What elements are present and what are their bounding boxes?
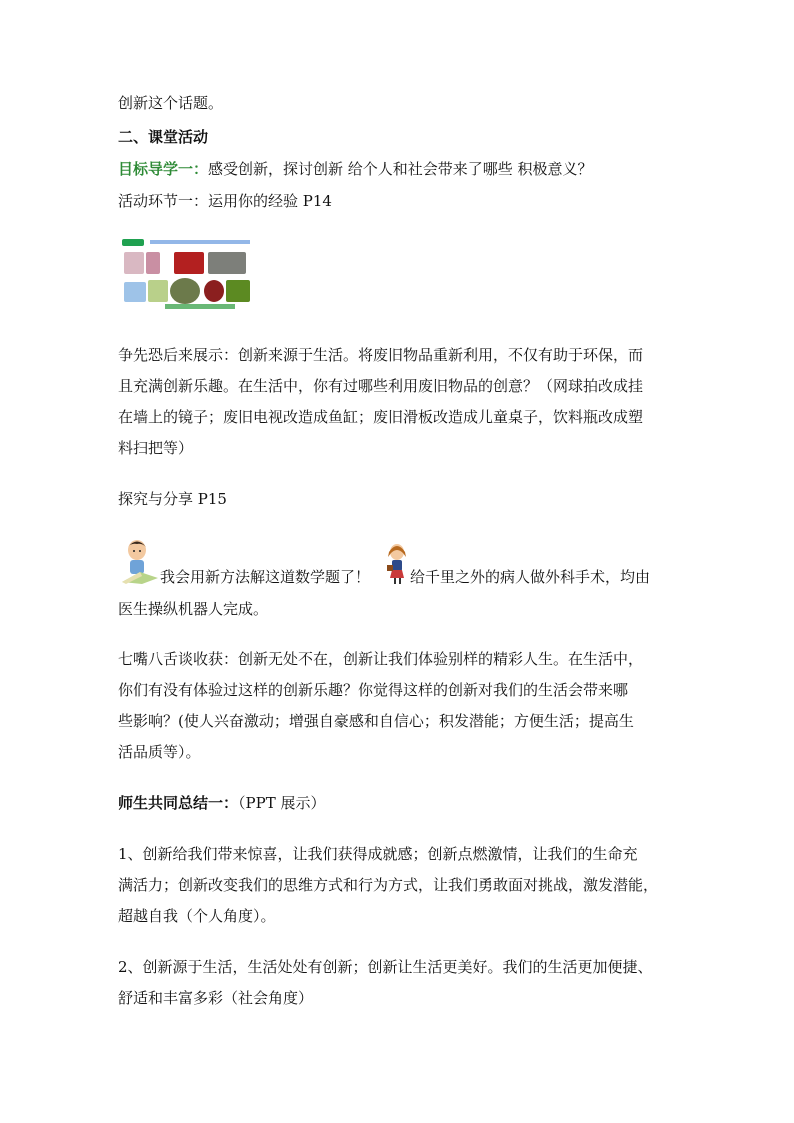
text-line: 料扫把等） <box>118 439 194 457</box>
text-line: 创新这个话题。 <box>118 94 224 112</box>
summary-note: （PPT 展示） <box>238 794 326 812</box>
text-line: 舒适和丰富多彩（社会角度） <box>118 989 314 1007</box>
photo-thumbnail <box>208 252 246 274</box>
image-badge <box>122 239 144 246</box>
photo-thumbnail <box>174 252 204 274</box>
goal-line <box>118 158 593 180</box>
text-line: 医生操纵机器人完成。 <box>118 600 269 618</box>
section-heading: 二、课堂活动 <box>118 128 209 146</box>
photo-thumbnail <box>124 252 144 274</box>
text-line: 活品质等）。 <box>118 743 201 761</box>
photo-thumbnail <box>148 280 168 302</box>
photo-thumbnail <box>146 252 160 274</box>
text-line: 争先恐后来展示：创新来源于生活。将废旧物品重新利用，不仅有助于环保，而 <box>118 346 644 364</box>
goal-text: 感受创新，探讨创新 给个人和社会带来了哪些 积极意义？ <box>208 160 593 178</box>
activity-line: 活动环节一：运用你的经验 P14 <box>118 192 332 210</box>
text-line: 在墙上的镜子；废旧电视改造成鱼缸；废旧滑板改造成儿童桌子，饮料瓶改成塑 <box>118 408 644 426</box>
text-line: 超越自我（个人角度）。 <box>118 907 276 925</box>
text-line: 1、创新给我们带来惊喜，让我们获得成就感；创新点燃激情，让我们的生命充 <box>118 845 638 863</box>
text-line: 探究与分享 P15 <box>118 490 227 508</box>
text-line: 些影响？(使人兴奋激动；增强自豪感和自信心；积发潜能；方便生活；提高生 <box>118 712 634 730</box>
image-header <box>120 238 254 248</box>
girl-student-icon <box>384 543 410 585</box>
text-line: 且充满创新乐趣。在生活中，你有过哪些利用废旧物品的创意？（网球拍改成挂 <box>118 377 644 395</box>
image-footer-bar <box>165 304 235 309</box>
photo-thumbnail <box>170 278 200 304</box>
activity-image <box>120 238 254 310</box>
text-line: 2、创新源于生活，生活处处有创新；创新让生活更美好。我们的生活更加便捷、 <box>118 958 653 976</box>
text-line: 七嘴八舌谈收获：创新无处不在，创新让我们体验别样的精彩人生。在生活中， <box>118 650 644 668</box>
photo-thumbnail <box>124 282 146 302</box>
photo-thumbnail <box>226 280 250 302</box>
text-line: 你们有没有体验过这样的创新乐趣？你觉得这样的创新对我们的生活会带来哪 <box>118 681 629 699</box>
photo-thumbnail <box>204 280 224 302</box>
text-line: 给千里之外的病人做外科手术，均由 <box>410 568 651 586</box>
goal-label: 目标导学一： <box>118 160 209 178</box>
student-quote: 我会用新方法解这道数学题了！ <box>160 568 371 586</box>
summary-line <box>118 792 325 814</box>
image-caption-bar <box>150 240 250 244</box>
text-line: 满活力；创新改变我们的思维方式和行为方式，让我们勇敢面对挑战，激发潜能， <box>118 876 659 894</box>
summary-label: 师生共同总结一： <box>118 794 239 812</box>
boy-reading-icon <box>120 538 160 584</box>
